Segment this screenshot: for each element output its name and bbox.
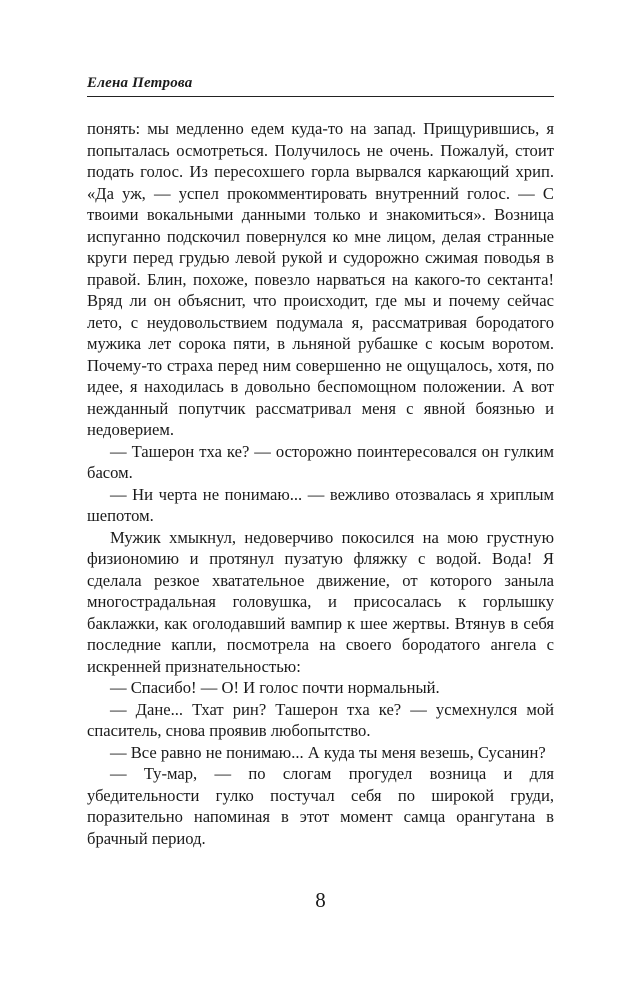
paragraph: — Спасибо! — О! И голос почти нормальный. xyxy=(110,678,440,697)
paragraph: Мужик хмыкнул, недоверчиво покосился на мою грустную физиономию и протянул пузатую фляжку с водой. Вода! Я сделала резкое хватательное движение, от которого заныла многострадальная головушка, и присосалась к горлышку баклажки, как оголодавший вампир к шее жертвы. Втянув в себя последние капли, посмотрела на своего бородатого ангела с искренней признательностью: xyxy=(87,527,554,676)
paragraph: — Ни черта не понимаю... — вежливо отозвалась я хриплым шепотом. xyxy=(87,484,554,525)
header-author: Елена Петрова xyxy=(87,75,193,91)
paragraph: — Все равно не понимаю... А куда ты меня везешь, Сусанин? xyxy=(110,742,546,762)
paragraph: — Ташерон тха ке? — осторожно поинтересовался он гулким басом. xyxy=(87,441,554,482)
running-header xyxy=(87,70,554,97)
paragraph: — Дане... Тхат рин? Ташерон тха ке? — усмехнулся мой спаситель, снова проявив любопытство. xyxy=(87,699,554,740)
page-number: 8 xyxy=(315,888,326,912)
paragraph: понять: мы медленно едем куда-то на запад. Прищурившись, я попыталась осмотреться. Получилось не очень. Пожалуй, стоит подать голос. Из пересохшего горла вырвался каркающий хрип. «Да уж, — успел прокомментировать внутренний голос. — С твоими вокальными данными только и знакомиться». Возница испуганно подскочил повернулся ко мне лицом, делая странные круги перед грудью левой рукой и судорожно сжимая поводья в правой. Блин, похоже, повезло нарваться на какого-то сектанта! Вряд ли он объяснит, что происходит, где мы и почему сейчас лето, с неудовольствием подумала я, рассматривая бородатого мужика лет сорока пяти, в льняной рубашке с косым воротом. Почему-то страха перед ним совершенно не ощущалось, хотя, по идее, я находилась в довольно беспомощном положении. А вот нежданный попутчик рассматривал меня с явной боязнью и недоверием. xyxy=(87,119,554,439)
paragraph: — Ту-мар, — по слогам прогудел возница и для убедительности гулко постучал себя по широкой груди, поразительно напоминая в этот момент самца орангутана в брачный период. xyxy=(87,764,554,848)
body-text xyxy=(87,118,554,849)
book-page xyxy=(87,70,554,912)
